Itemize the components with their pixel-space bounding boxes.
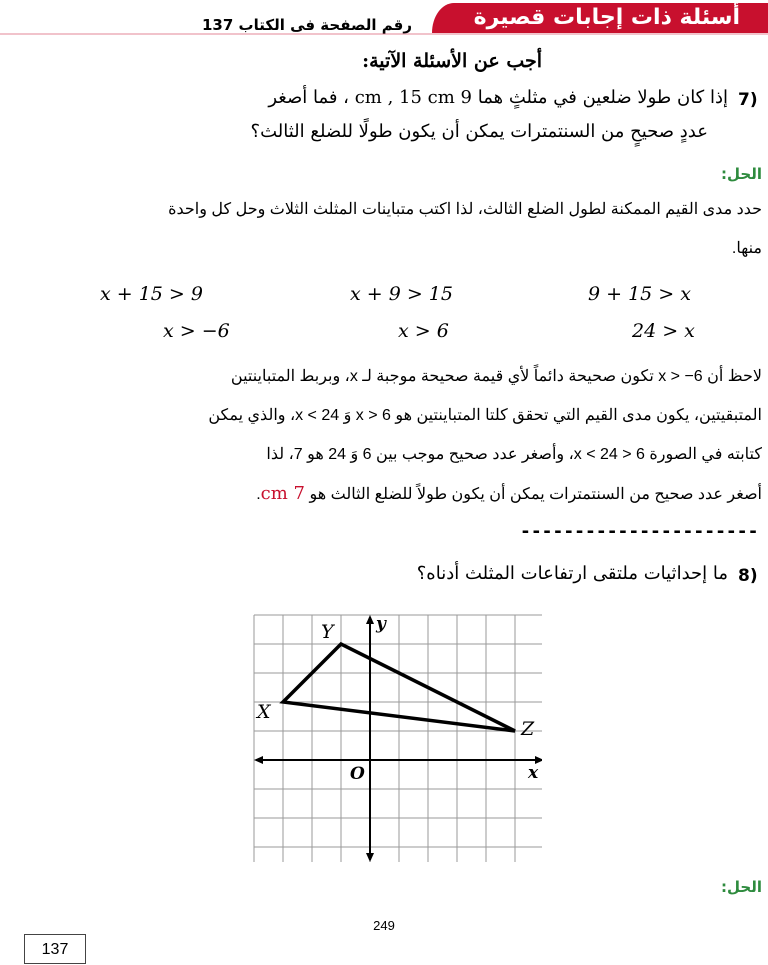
instruction: أجب عن الأسئلة الآتية: xyxy=(362,50,542,72)
question-7-line-2: عددٍ صحيحٍ من السنتمترات يمكن أن يكون طولًا للضلع الثالث؟ xyxy=(250,121,708,142)
page-number: 249 xyxy=(373,918,395,933)
inequality-5: x > 6 xyxy=(398,320,449,342)
question-8-text: ما إحداثيات ملتقى ارتفاعات المثلث أدناه؟ xyxy=(416,563,728,584)
origin-label: O xyxy=(350,764,365,784)
question-8-number: 8) xyxy=(738,566,758,586)
y-axis-arrow-down xyxy=(366,853,374,862)
book-page-reference: رقم الصفحة فى الكتاب 137 xyxy=(201,16,412,34)
vertex-label-z: Z xyxy=(521,718,535,740)
inequality-3: x + 15 > 9 xyxy=(100,283,203,305)
final-period: . xyxy=(256,486,261,503)
solution-paragraph-2-line-1: لاحظ أن x > −6 تكون صحيحة دائماً لأي قيمة صحيحة موجبة لـ x، وبربط المتباينتين xyxy=(230,368,762,385)
vertex-label-x: X xyxy=(257,701,271,723)
question-7-number: 7) xyxy=(738,90,758,110)
vertex-label-y: Y xyxy=(321,621,334,643)
inequality-4: 24 > x xyxy=(632,320,695,342)
dashed-divider: ---------------------- xyxy=(520,521,759,542)
axes xyxy=(254,615,542,862)
inequality-6: x > −6 xyxy=(163,320,230,342)
section-title: أسئلة ذات إجابات قصيرة xyxy=(473,5,740,30)
header-divider xyxy=(0,33,768,35)
solution-paragraph-2-line-3: كتابته في الصورة 6 < x < 24، وأصغر عدد صحيح موجب بين 6 وَ 24 هو 7، لذا xyxy=(266,446,762,463)
inequality-2: x + 9 > 15 xyxy=(350,283,453,305)
solution-paragraph-1-line-1: حدد مدى القيم الممكنة لطول الضلع الثالث، لذا اكتب متباينات المثلث الثلاث وحل كل واحدة xyxy=(168,201,762,218)
final-answer: 7 cm xyxy=(260,483,305,504)
solution-paragraph-2-line-4 xyxy=(256,483,762,504)
vertex-labels xyxy=(255,621,535,740)
x-axis-label: x xyxy=(528,763,539,783)
grid xyxy=(254,615,542,862)
y-axis-label: y xyxy=(376,614,386,634)
solution-paragraph-2-line-2: المتبقيتين، يكون مدى القيم التي تحقق كلتا المتباينتين هو x > 6 وَ x < 24، والذي يمكن xyxy=(208,407,762,424)
x-axis-arrow-left xyxy=(254,756,263,764)
book-page-box: 137 xyxy=(24,934,86,964)
solution-label-2: الحل: xyxy=(721,878,762,896)
final-sentence: أصغر عدد صحيح من السنتمترات يمكن أن يكون طولاً للضلع الثالث هو xyxy=(309,486,762,503)
inequality-1: 9 + 15 > x xyxy=(588,283,691,305)
solution-label: الحل: xyxy=(721,165,762,183)
solution-paragraph-1-line-2: منها. xyxy=(731,240,762,257)
question-7-line-1: إذا كان طولا ضلعين في مثلثٍ هما 9 cm , 15 cm ، فما أصغر xyxy=(268,87,728,108)
y-axis-arrow-up xyxy=(366,615,374,624)
coordinate-graph xyxy=(250,611,542,863)
